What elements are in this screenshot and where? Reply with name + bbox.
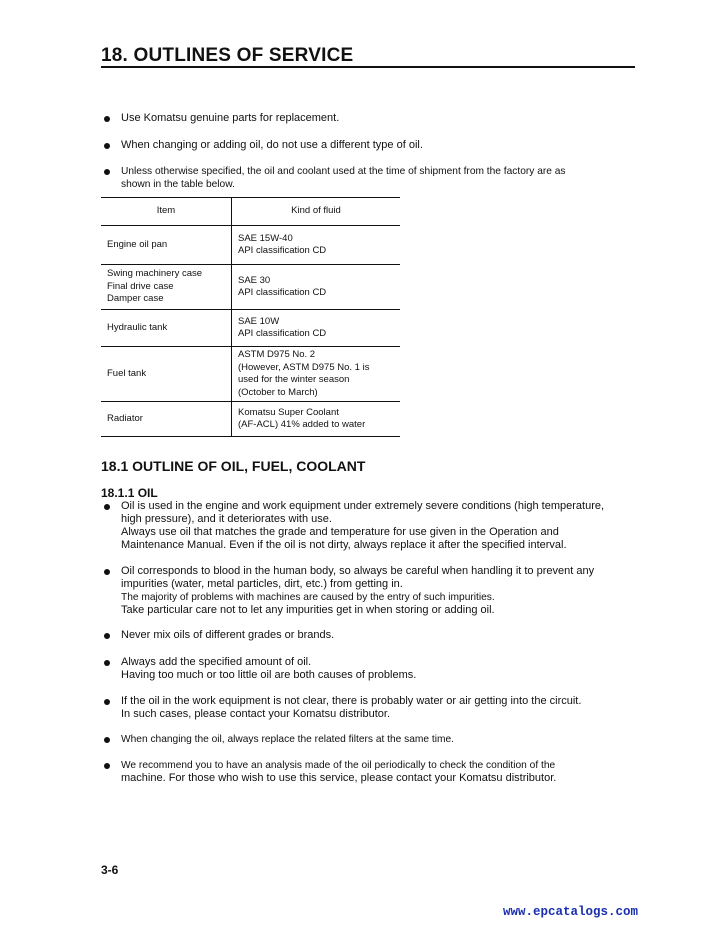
bullet-line: Unless otherwise specified, the oil and coolant used at the time of shipment from the factory are as <box>121 166 566 177</box>
fluid-cell <box>232 310 401 347</box>
fluid-line: (AF-ACL) 41% added to water <box>238 419 366 430</box>
bullet-line: Take particular care not to let any impurities get in when storing or adding oil. <box>121 604 495 616</box>
bullet-dot <box>104 504 110 510</box>
bullet-line: impurities (water, metal particles, dirt, etc.) from getting in. <box>121 578 403 590</box>
bullet-line: high pressure), and it deteriorates with use. <box>121 513 332 525</box>
fluid-line: API classification CD <box>238 287 327 298</box>
bullet-line: Having too much or too little oil are both causes of problems. <box>121 669 417 681</box>
fluid-line: (October to March) <box>238 386 318 398</box>
item-label: Fuel tank <box>107 367 147 379</box>
item-label: Damper case <box>107 293 164 305</box>
fluid-line: ASTM D975 No. 2 <box>238 349 316 360</box>
section-heading: 18.1 OUTLINE OF OIL, FUEL, COOLANT <box>101 458 366 474</box>
table-row <box>101 402 400 437</box>
bullet-line: shown in the table below. <box>121 179 235 190</box>
bullet-line: If the oil in the work equipment is not clear, there is probably water or air getting into the circuit. <box>121 695 582 707</box>
bullet-line: The majority of problems with machines are caused by the entry of such impurities. <box>121 592 495 603</box>
bullet-line: Oil corresponds to blood in the human body, so always be careful when handling it to prevent any <box>121 565 595 577</box>
fluid-cell <box>232 347 401 402</box>
item-cell <box>101 347 232 402</box>
item-cell <box>101 310 232 347</box>
table-header-row <box>101 198 400 226</box>
bullet-line: Maintenance Manual. Even if the oil is not dirty, always replace it after the specified interval. <box>121 539 567 551</box>
bullet-dot <box>104 763 110 769</box>
watermark-link[interactable]: www.epcatalogs.com <box>503 905 639 919</box>
bullet-line: machine. For those who wish to use this service, please contact your Komatsu distributor. <box>121 772 557 784</box>
fluid-cell <box>232 402 401 437</box>
bullet-line: Always use oil that matches the grade and temperature for use given in the Operation and <box>121 526 559 538</box>
bullet-dot <box>104 737 110 743</box>
bullet-dot <box>104 169 110 175</box>
bullet-line: Oil is used in the engine and work equipment under extremely severe conditions (high temperature, <box>121 500 605 512</box>
bullet-dot <box>104 633 110 639</box>
item-label: Final drive case <box>107 280 174 292</box>
fluid-line: SAE 15W-40 <box>238 232 293 244</box>
item-label: Radiator <box>107 412 143 424</box>
bullet-line: When changing the oil, always replace the related filters at the same time. <box>121 734 454 745</box>
subsection-heading: 18.1.1 OIL <box>101 486 158 500</box>
item-cell <box>101 226 232 265</box>
fluid-line: Komatsu Super Coolant <box>238 406 339 418</box>
table-row <box>101 347 400 402</box>
title-underline <box>101 66 635 68</box>
column-header-item: Item <box>101 198 232 226</box>
fluid-line: API classification CD <box>238 328 327 339</box>
item-label: Engine oil pan <box>107 238 168 250</box>
fluid-line: SAE 10W <box>238 315 280 327</box>
bullet-dot <box>104 569 110 575</box>
table-row <box>101 226 400 265</box>
bullet-line: We recommend you to have an analysis made of the oil periodically to check the condition of the <box>121 760 556 771</box>
bullet-line: Always add the specified amount of oil. <box>121 656 312 668</box>
item-label: Swing machinery case <box>107 268 203 280</box>
table-row <box>101 265 400 310</box>
bullet-line: Use Komatsu genuine parts for replacement. <box>121 112 340 124</box>
fluid-cell <box>232 226 401 265</box>
item-label: Hydraulic tank <box>107 321 168 333</box>
bullet-line: When changing or adding oil, do not use a different type of oil. <box>121 139 423 151</box>
item-cell <box>101 265 232 310</box>
item-cell <box>101 402 232 437</box>
bullet-dot <box>104 143 110 149</box>
fluid-line: used for the winter season <box>238 374 350 385</box>
fluid-line: API classification CD <box>238 245 327 256</box>
fluid-table <box>101 197 400 437</box>
bullet-line: Never mix oils of different grades or brands. <box>121 629 335 641</box>
bullet-dot <box>104 660 110 666</box>
bullet-line: In such cases, please contact your Komatsu distributor. <box>121 708 391 720</box>
page-title: 18. OUTLINES OF SERVICE <box>101 45 354 66</box>
bullet-dot <box>104 116 110 122</box>
page-number: 3-6 <box>101 863 119 877</box>
fluid-line: SAE 30 <box>238 274 271 286</box>
fluid-line: (However, ASTM D975 No. 1 is <box>238 361 370 373</box>
table-row <box>101 310 400 347</box>
bullet-dot <box>104 699 110 705</box>
fluid-cell <box>232 265 401 310</box>
column-header-fluid: Kind of fluid <box>291 205 341 217</box>
